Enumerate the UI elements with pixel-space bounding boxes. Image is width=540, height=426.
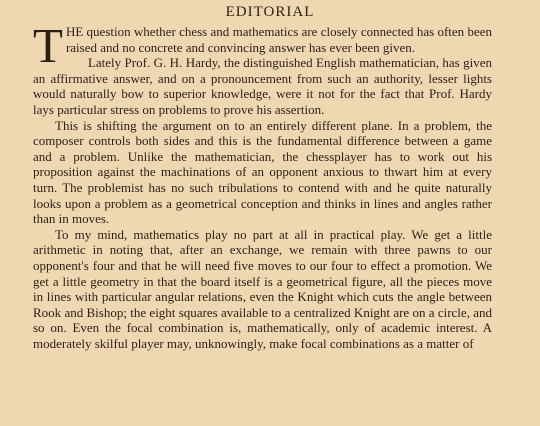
editorial-heading: EDITORIAL [225,4,315,20]
paragraph-4 [33,227,492,352]
paragraph-3 [33,118,492,227]
paragraph-2-text: Lately Prof. G. H. Hardy, the distinguished English mathematician, has given an affirmative answer, and on a pronouncement from such an authority, lesser lights would naturally bow to superior knowledge, were it not for the fact that Prof. Hardy lays particular stress on problems to prove his assertion. [33,55,492,117]
paragraph-1 [33,18,492,73]
drop-cap: T [33,18,63,73]
paragraph-3-text: This is shifting the argument on to an entirely different plane. In a problem, the composer controls both sides and this is the fundamental difference between a game and a problem. Unlike the mathematician, the chessplayer has to work out his proposition against the machinations of an opponent anxious to thwart him at every turn. The problemist has no such tribulations to contend with and he quite naturally looks upon a problem as a geometrical conception and thinks in lines and angles rather than in moves. [33,117,492,227]
paragraph-1-text: HE question whether chess and mathematics are closely connected has often been raised and no concrete and convincing answer has ever been given. [65,24,492,55]
article-body [33,18,492,351]
paragraph-4-text: To my mind, mathematics play no part at all in practical play. We get a little arithmetic in noting that, after an exchange, we remain with three pawns to our opponent's four and that he will need five moves to our four to effect a promotion. We get a little geometry in that the board itself is a geometrical figure, all the pieces move in lines with particular angular relations, even the Knight which cuts the angle between Rook and Bishop; the eight squares available to a centralized Knight are on a circle, and so on. Even the focal combination is, mathematically, only of academic interest. A moderately skilful player may, unknowingly, make focal combinations as a matter of [33,226,492,351]
paragraph-2 [33,55,492,117]
